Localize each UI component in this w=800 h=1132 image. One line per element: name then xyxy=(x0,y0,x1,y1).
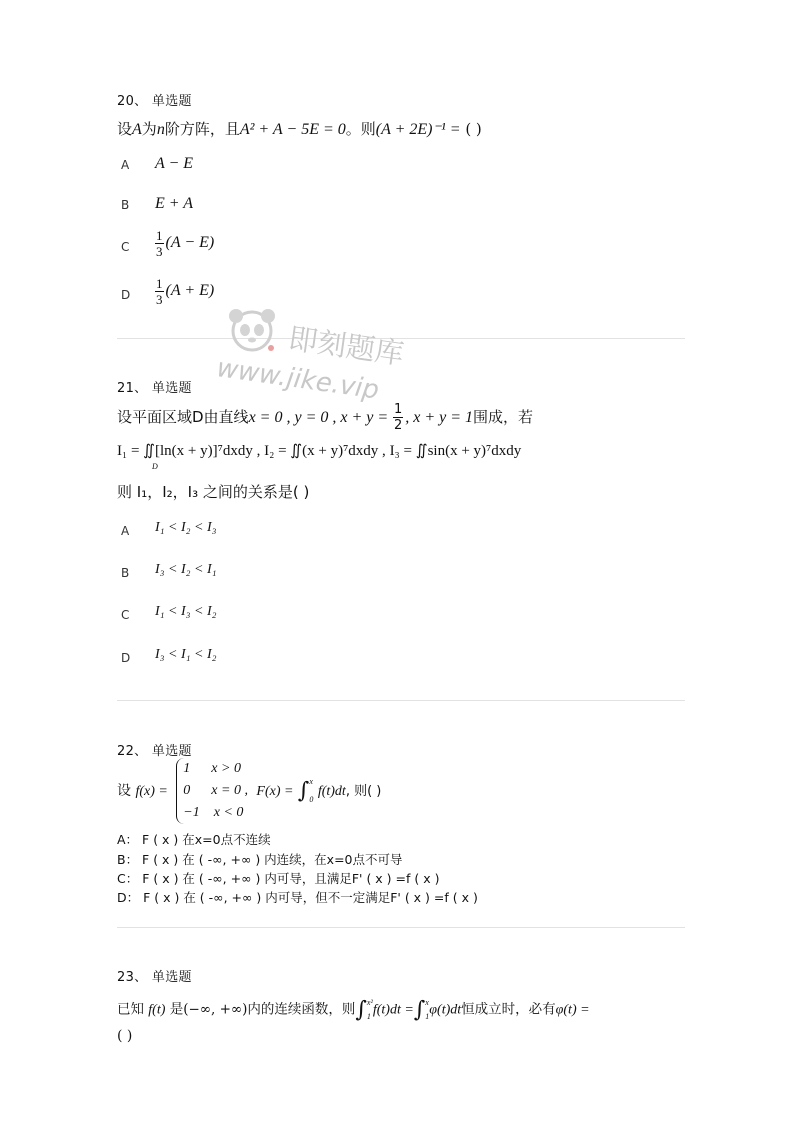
q20-option-c-letter: C xyxy=(121,240,130,254)
question-20-header: 20、 单选题 xyxy=(117,94,192,109)
q21-option-d: I₃ < I₁ < I₂ xyxy=(155,647,217,662)
q22-option-c: C： F ( x ) 在 ( -∞, +∞ ) 内可导，且满足F' ( x ) =f ( x ) xyxy=(117,871,440,886)
q22-option-d: D： F ( x ) 在 ( -∞, +∞ ) 内可导，但不一定满足F' ( x ) =f ( x ) xyxy=(117,890,478,905)
integral-sign-icon: ∫ xyxy=(413,997,426,1023)
divider xyxy=(117,700,685,701)
q20-option-b-letter: B xyxy=(121,198,130,212)
q21-option-a: I₁ < I₂ < I₃ xyxy=(155,520,217,535)
question-23-header: 23、 单选题 xyxy=(117,970,192,985)
question-21-stem-line1: 设平面区域D由直线x = 0 , y = 0 , x + y = $\frac{1}{2}$ , x + y = 1围成，若 xyxy=(117,402,534,433)
question-23-blank: ( ) xyxy=(117,1028,133,1044)
q21-option-c: I₁ < I₃ < I₂ xyxy=(155,604,217,619)
piecewise-cases: 1 x > 0 0 x = 0 , −1 x < 0 xyxy=(176,758,248,824)
divider xyxy=(117,927,685,928)
q20-option-c: $\frac{1}{3}$ (A − E) xyxy=(156,228,215,259)
question-22-header: 22、 单选题 xyxy=(117,744,192,759)
integral-i3: I₃ = ∬sin(x + y)⁷dxdy xyxy=(389,443,522,459)
watermark-url: www.jike.vip xyxy=(214,353,381,406)
q22-option-b: B： F ( x ) 在 ( -∞, +∞ ) 内连续，在x=0点不可导 xyxy=(117,852,403,867)
q21-option-b: I₃ < I₂ < I₁ xyxy=(155,562,217,577)
integral-sign-icon: ∫ xyxy=(297,778,310,804)
q20-option-a: A − E xyxy=(155,155,194,172)
region-label: D xyxy=(152,462,158,471)
integral-sign-icon: ∫ xyxy=(355,997,367,1023)
panda-logo-icon xyxy=(223,304,281,356)
question-22-stem: 设 f(x) = 1 x > 0 0 x = 0 , −1 x < 0 F(x) = ∫ x 0 f(t)dt, 则( ) xyxy=(117,758,381,824)
watermark xyxy=(215,298,475,408)
q21-option-d-letter: D xyxy=(121,651,131,665)
fraction: $\frac{1}{3}$ xyxy=(156,276,163,307)
integral-i2: I₂ = ∬(x + y)⁷dxdy , xyxy=(264,443,386,459)
q21-option-a-letter: A xyxy=(121,524,130,538)
q20-option-a-letter: A xyxy=(121,158,130,172)
q21-option-b-letter: B xyxy=(121,566,130,580)
fraction: $\frac{1}{3}$ xyxy=(156,228,163,259)
q20-option-b: E + A xyxy=(155,195,194,212)
question-21-header: 21、 单选题 xyxy=(117,381,192,396)
question-20-stem: 设A为n阶方阵，且A² + A − 5E = 0。则(A + 2E)⁻¹ = ( ) xyxy=(117,120,482,138)
q21-option-c-letter: C xyxy=(121,608,130,622)
q22-option-a: A： F ( x ) 在x=0点不连续 xyxy=(117,832,271,847)
question-21-integrals xyxy=(117,441,521,460)
question-23-stem: 已知 f(t) 是(−∞, +∞)内的连续函数，则∫ x² 1 f(t)dt =∫ x 1 φ(t)dt恒成立时，必有φ(t) = xyxy=(117,997,590,1023)
integral-i1: I₁ = ∬[ln(x + y)]⁷dxdy , xyxy=(117,443,261,459)
divider xyxy=(117,338,685,339)
watermark-brand: 即刻题库 xyxy=(286,321,407,371)
q20-option-d: $\frac{1}{3}$ (A + E) xyxy=(156,276,215,307)
q20-option-d-letter: D xyxy=(121,288,131,302)
fraction: $\frac{1}{2}$ xyxy=(393,402,403,433)
question-21-stem-line3: 则 I₁，I₂，I₃ 之间的关系是( ) xyxy=(117,483,310,501)
